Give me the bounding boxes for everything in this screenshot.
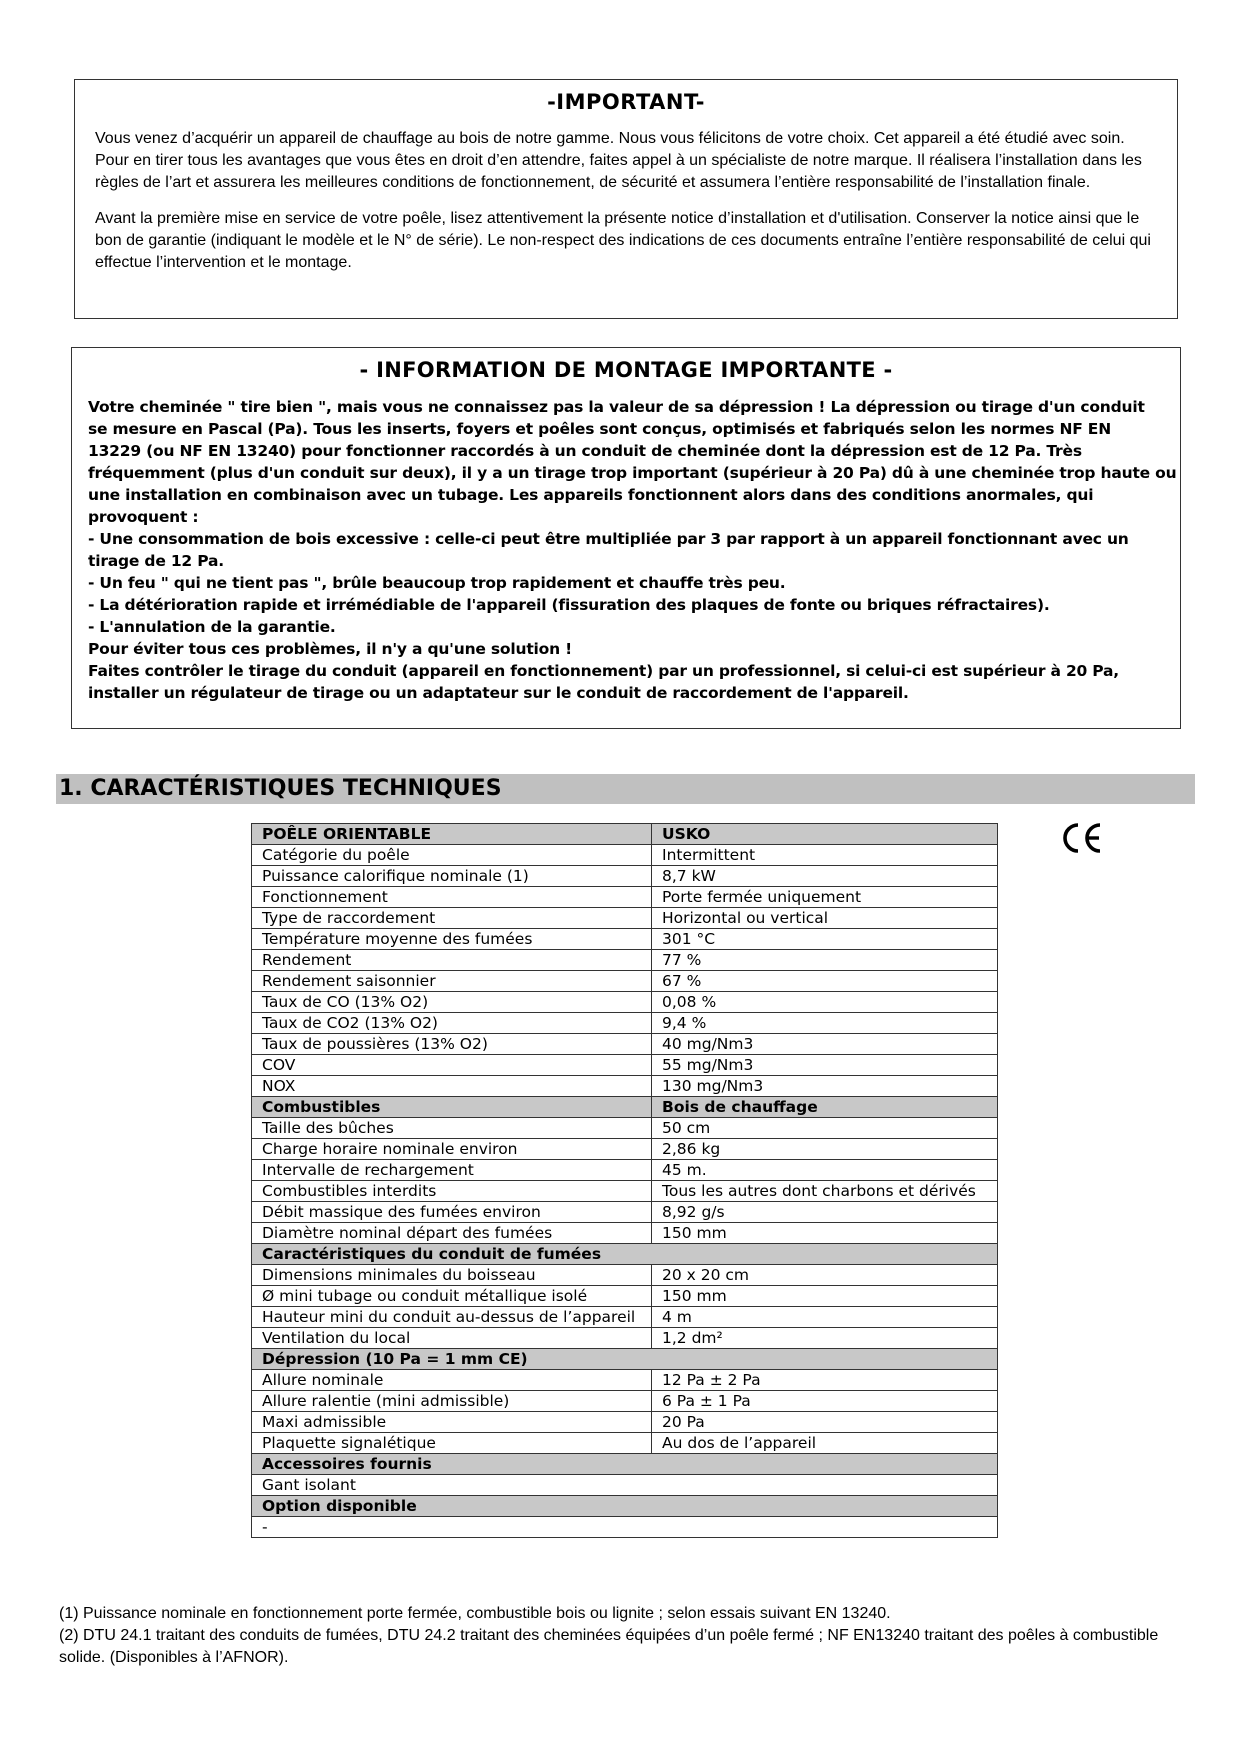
table-row [252,1034,998,1055]
table-label-cell: Charge horaire nominale environ [252,1139,652,1160]
table-row [252,1286,998,1307]
montage-line: tirage de 12 Pa. [88,552,224,570]
montage-line: - Une consommation de bois excessive : celle-ci peut être multipliée par 3 par rapport à un appareil fonctionnant avec un [88,530,1129,548]
table-label-cell: COV [252,1055,652,1076]
table-label-cell: Type de raccordement [252,908,652,929]
table-row [252,1055,998,1076]
table-row [252,1412,998,1433]
table-value-cell: 77 % [652,950,998,971]
table-value-cell: Au dos de l’appareil [652,1433,998,1454]
table-row [252,1076,998,1097]
table-label-cell: Diamètre nominal départ des fumées [252,1223,652,1244]
table-row [252,1370,998,1391]
section-heading-bar [56,774,1195,804]
table-label-cell: Plaquette signalétique [252,1433,652,1454]
important-paragraph-1: Vous venez d’acquérir un appareil de chauffage au bois de notre gamme. Nous vous félicitons de votre choix. Cet appareil a été étudié avec soin. Pour en tirer tous les avantages que vous êtes en droit d’en attendre, faites appel à un spécialiste de notre marque. Il réalisera l’installation dans les règles de l’art et assurera les meilleures conditions de fonctionnement, de sécurité et assumera l’entière responsabilité de l’installation finale. [95,130,1142,191]
table-label-cell: Gant isolant [252,1475,998,1496]
important-notice-box [74,79,1178,319]
table-header-row [252,1496,998,1517]
table-label-cell: Dimensions minimales du boisseau [252,1265,652,1286]
table-header-row [252,1349,998,1370]
table-value-cell: 45 m. [652,1160,998,1181]
table-label-cell: Allure nominale [252,1370,652,1391]
table-row [252,887,998,908]
table-header-row [252,824,998,845]
table-value-cell: 67 % [652,971,998,992]
footnote-2: (2) DTU 24.1 traitant des conduits de fumées, DTU 24.2 traitant des cheminées équipées d’un poêle fermé ; NF EN13240 traitant des poêles à combustible solide. (Disponibles à l’AFNOR). [59,1627,1159,1666]
table-row [252,1160,998,1181]
table-value-cell: USKO [652,824,998,845]
table-value-cell: 301 °C [652,929,998,950]
table-value-cell: Tous les autres dont charbons et dérivés [652,1181,998,1202]
table-row [252,866,998,887]
table-label-cell: Maxi admissible [252,1412,652,1433]
important-title: -IMPORTANT- [547,90,705,114]
table-label-cell: Température moyenne des fumées [252,929,652,950]
table-label-cell: POÊLE ORIENTABLE [252,824,652,845]
montage-line: provoquent : [88,508,199,526]
montage-info-box [71,347,1181,729]
ce-mark-icon [1059,820,1103,856]
table-value-cell: 55 mg/Nm3 [652,1055,998,1076]
table-value-cell: 40 mg/Nm3 [652,1034,998,1055]
table-row [252,1433,998,1454]
table-value-cell: 12 Pa ± 2 Pa [652,1370,998,1391]
table-label-cell: Intervalle de rechargement [252,1160,652,1181]
table-row [252,1475,998,1496]
table-value-cell: 1,2 dm² [652,1328,998,1349]
table-label-cell: Ø mini tubage ou conduit métallique isolé [252,1286,652,1307]
table-label-cell: Allure ralentie (mini admissible) [252,1391,652,1412]
table-label-cell: Puissance calorifique nominale (1) [252,866,652,887]
table-value-cell: 6 Pa ± 1 Pa [652,1391,998,1412]
table-label-cell: Dépression (10 Pa = 1 mm CE) [252,1349,998,1370]
table-label-cell: Catégorie du poêle [252,845,652,866]
table-label-cell: Fonctionnement [252,887,652,908]
table-row [252,1265,998,1286]
table-label-cell: Débit massique des fumées environ [252,1202,652,1223]
table-label-cell: NOX [252,1076,652,1097]
table-row [252,992,998,1013]
section-title: 1. CARACTÉRISTIQUES TECHNIQUES [59,776,502,801]
montage-line: Pour éviter tous ces problèmes, il n'y a qu'une solution ! [88,640,572,658]
table-value-cell: 4 m [652,1307,998,1328]
table-value-cell: 8,7 kW [652,866,998,887]
montage-title: - INFORMATION DE MONTAGE IMPORTANTE - [359,358,893,382]
montage-line: - La détérioration rapide et irrémédiable de l'appareil (fissuration des plaques de fonte ou briques réfractaires). [88,596,1050,614]
table-label-cell: Taux de poussières (13% O2) [252,1034,652,1055]
table-row [252,1517,998,1538]
table-label-cell: Ventilation du local [252,1328,652,1349]
table-row [252,1139,998,1160]
table-row [252,845,998,866]
table-label-cell: Combustibles interdits [252,1181,652,1202]
table-label-cell: Hauteur mini du conduit au-dessus de l’appareil [252,1307,652,1328]
table-value-cell: Intermittent [652,845,998,866]
table-label-cell: Caractéristiques du conduit de fumées [252,1244,998,1265]
montage-line: fréquemment (plus d'un conduit sur deux), il y a un tirage trop important (supérieur à 20 Pa) dû à une cheminée trop haute ou [88,464,1177,482]
montage-line: se mesure en Pascal (Pa). Tous les inserts, foyers et poêles sont conçus, optimisés et fabriqués selon les normes NF EN [88,420,1111,438]
table-row [252,1118,998,1139]
table-row [252,950,998,971]
spec-table [251,823,998,1538]
table-label-cell: Taux de CO2 (13% O2) [252,1013,652,1034]
table-value-cell: 150 mm [652,1286,998,1307]
table-row [252,1328,998,1349]
montage-line: 13229 (ou NF EN 13240) pour fonctionner raccordés à un conduit de cheminée dont la dépression est de 12 Pa. Très [88,442,1082,460]
footnotes [59,1603,1189,1669]
table-label-cell: Combustibles [252,1097,652,1118]
table-row [252,1223,998,1244]
table-row [252,1307,998,1328]
table-value-cell: Bois de chauffage [652,1097,998,1118]
table-label-cell: - [252,1517,998,1538]
table-value-cell: 0,08 % [652,992,998,1013]
table-row [252,1013,998,1034]
table-row [252,1202,998,1223]
important-paragraph-2: Avant la première mise en service de votre poêle, lisez attentivement la présente notice d’installation et d'utilisation. Conserver la notice ainsi que le bon de garantie (indiquant le modèle et le N° de série). Le non-respect des indications de ces documents entraîne l’entière responsabilité de celui qui effectue l’intervention et le montage. [95,210,1151,271]
table-label-cell: Accessoires fournis [252,1454,998,1475]
table-value-cell: Porte fermée uniquement [652,887,998,908]
table-header-row [252,1097,998,1118]
table-row [252,908,998,929]
table-value-cell: 8,92 g/s [652,1202,998,1223]
table-value-cell: 20 x 20 cm [652,1265,998,1286]
montage-line: une installation en combinaison avec un tubage. Les appareils fonctionnent alors dans des conditions anormales, qui [88,486,1094,504]
montage-line: - L'annulation de la garantie. [88,618,336,636]
table-row [252,929,998,950]
table-label-cell: Rendement [252,950,652,971]
table-row [252,1391,998,1412]
table-value-cell: 2,86 kg [652,1139,998,1160]
table-row [252,1181,998,1202]
table-value-cell: 9,4 % [652,1013,998,1034]
table-row [252,971,998,992]
table-label-cell: Option disponible [252,1496,998,1517]
table-value-cell: 150 mm [652,1223,998,1244]
table-label-cell: Rendement saisonnier [252,971,652,992]
table-value-cell: 50 cm [652,1118,998,1139]
montage-line: Votre cheminée " tire bien ", mais vous ne connaissez pas la valeur de sa dépression ! La dépression ou tirage d'un conduit [88,398,1145,416]
table-value-cell: 130 mg/Nm3 [652,1076,998,1097]
montage-line: Faites contrôler le tirage du conduit (appareil en fonctionnement) par un professionnel, si celui-ci est supérieur à 20 Pa, [88,662,1119,680]
table-value-cell: Horizontal ou vertical [652,908,998,929]
table-label-cell: Taille des bûches [252,1118,652,1139]
montage-line: - Un feu " qui ne tient pas ", brûle beaucoup trop rapidement et chauffe très peu. [88,574,786,592]
table-header-row [252,1244,998,1265]
table-value-cell: 20 Pa [652,1412,998,1433]
footnote-1: (1) Puissance nominale en fonctionnement porte fermée, combustible bois ou lignite ; selon essais suivant EN 13240. [59,1605,891,1622]
montage-line: installer un régulateur de tirage ou un adaptateur sur le conduit de raccordement de l'appareil. [88,684,909,702]
montage-text [88,396,1177,704]
table-label-cell: Taux de CO (13% O2) [252,992,652,1013]
table-header-row [252,1454,998,1475]
